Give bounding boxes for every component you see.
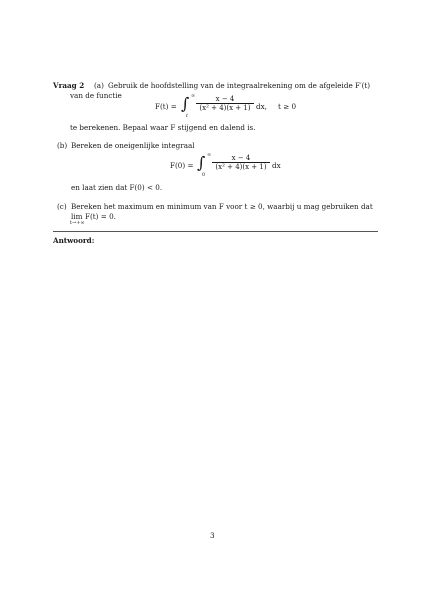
part-a-label: (a) — [94, 81, 104, 90]
fraction-b — [212, 154, 270, 171]
integral-sign-b: ∫ — [197, 153, 206, 172]
part-c-lim-word: lim — [71, 212, 83, 221]
part-b-label: (b) — [57, 141, 68, 150]
integral-b-upper: ∞ — [207, 152, 212, 158]
part-c-lim-expression: F(t) = 0. — [85, 212, 116, 221]
part-c-text-line1: Bereken het maximum en minimum van F voor t ≥ 0, waarbij u mag gebruiken dat — [71, 202, 373, 211]
fraction-a — [196, 95, 254, 112]
part-a-text-line2: van de functie — [70, 91, 122, 100]
fraction-a-numerator: x − 4 — [215, 95, 235, 103]
page-number: 3 — [210, 531, 215, 540]
equation-a-differential: dx, — [256, 102, 267, 111]
part-a-text-line3: te berekenen. Bepaal waar F stijgend en dalend is. — [70, 123, 256, 132]
integral-a-upper: ∞ — [191, 93, 196, 99]
integral-b-lower: 0 — [202, 172, 206, 178]
part-a-text-line1: Gebruik de hoofdstelling van de integraalrekening om de afgeleide F′(t) — [108, 81, 371, 90]
divider-line — [53, 231, 378, 232]
part-b-text-line1: Bereken de oneigenlijke integraal — [71, 141, 195, 150]
integral-a-lower: t — [186, 113, 189, 119]
equation-a-condition: t ≥ 0 — [278, 102, 297, 111]
equation-b-differential: dx — [272, 161, 281, 170]
part-b-text-line2: en laat zien dat F(0) < 0. — [71, 183, 163, 192]
part-c-lim-subscript: t→+∞ — [70, 220, 85, 226]
fraction-b-denominator: (x² + 4)(x + 1) — [215, 163, 267, 171]
part-c-label: (c) — [57, 202, 67, 211]
integral-sign-a: ∫ — [181, 94, 190, 113]
fraction-b-numerator: x − 4 — [231, 154, 251, 162]
question-heading: Vraag 2 — [53, 81, 85, 90]
equation-b-lhs: F(0) = — [170, 161, 194, 170]
equation-a-lhs: F(t) = — [155, 102, 177, 111]
answer-label: Antwoord: — [53, 236, 95, 245]
fraction-a-denominator: (x² + 4)(x + 1) — [199, 104, 251, 112]
